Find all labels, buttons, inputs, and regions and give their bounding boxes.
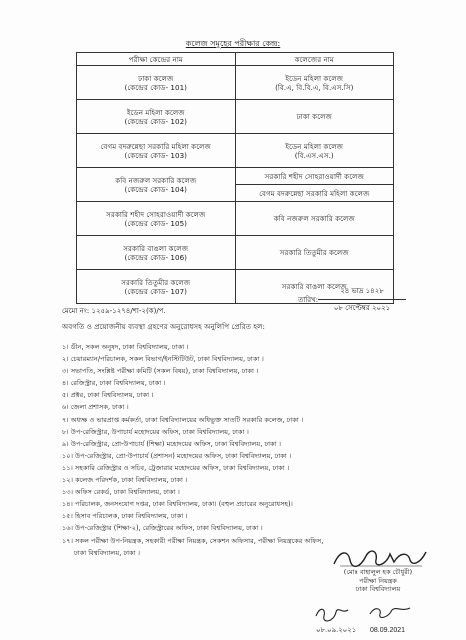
date-label: তারিখ:: [298, 296, 319, 304]
copy-intro: অবগতি ও প্রয়োজনীয় ব্যবস্থা গ্রহণের অনুরোধসহ অনুলিপি প্রেরিত হল:: [62, 322, 265, 331]
table-row: [77, 134, 394, 168]
centre-cell: সরকারি শহীদ সোহরাওয়ার্দী কলেজ (কেন্দ্রের কোড- 105): [77, 202, 236, 236]
list-item: ঢাকা বিশ্ববিদ্যালয়, ঢাকা ।: [74, 548, 141, 557]
centre-cell: সরকারি তিতুমীর কলেজ (কেন্দ্রের কোড- 107): [77, 270, 236, 304]
list-item: ১৫। হিসাব পরিচালক, ঢাকা বিশ্ববিদ্যালয়, ঢাকা ।: [62, 512, 188, 521]
college-cell: সরকারি বাঙলা কলেজ: [235, 270, 394, 304]
centre-cell: ঢাকা কলেজ (কেন্দ্রের কোড- 101): [77, 66, 236, 100]
centre-cell: ইডেন মহিলা কলেজ (কেন্দ্রের কোড- 102): [77, 100, 236, 134]
initials-date-2: 08.09.2021: [370, 627, 406, 634]
list-item: ৪। রেজিস্ট্রার, ঢাকা বিশ্ববিদ্যালয়, ঢাকা ।: [62, 379, 166, 388]
list-item: ১। ডীন, সকল অনুষদ, ঢাকা বিশ্ববিদ্যালয়, ঢাকা ।: [62, 343, 189, 351]
date-block: [318, 285, 406, 314]
table-header-row: [77, 53, 394, 66]
memo-number: মেমো নং: ১২৫৯-১২৭৪/শা-২(ক)/প.: [62, 307, 166, 315]
list-item: ১৬। উপ-রেজিস্ট্রার (শিক্ষা-২), রেজিস্ট্রারের অফিস, ঢাকা বিশ্ববিদ্যালয়, ঢাকা ।: [62, 524, 263, 533]
table-row: [77, 168, 394, 185]
table-row: [77, 100, 394, 134]
initials-scribbles: [312, 604, 422, 634]
college-cell: সরকারি তিতুমীর কলেজ: [235, 236, 394, 270]
exam-centre-table: [76, 52, 394, 304]
college-cell: ঢাকা কলেজ: [235, 100, 394, 134]
college-cell: সরকারি শহীদ সোহরাওয়ার্দী কলেজ: [235, 168, 394, 185]
date-bangla: ২৪ ভাদ্র ১৪২৮: [318, 285, 406, 300]
column-header-college: কলেজের নাম: [235, 53, 394, 66]
centre-cell: কবি নজরুল সরকারি কলেজ (কেন্দ্রের কোড- 104): [77, 168, 236, 202]
signature-block: [330, 568, 426, 594]
section-heading: কলেজ সমূহের পরীক্ষার কেন্দ্র:: [185, 39, 281, 48]
date-english: ০৮ সেপ্টেম্বর ২০২১: [333, 304, 391, 312]
list-item: ১৭। সকল পরীক্ষা উপ-নিয়ন্ত্রক, সহকারী পরীক্ষা নিয়ন্ত্রক, সেকশন অফিসার, পরীক্ষা নিয়ন্ত্রকের অফিস,: [62, 536, 324, 545]
list-item: ৩। সভাপতি, সংশ্লিষ্ট পরীক্ষা কমিটি (সকল বিষয়), ঢাকা বিশ্ববিদ্যালয়, ঢাকা ।: [62, 367, 259, 376]
centre-cell: বেগম বদরুন্নেছা সরকারি মহিলা কলেজ (কেন্দ্রের কোড- 103): [77, 134, 236, 168]
college-cell: কবি নজরুল সরকারি কলেজ: [235, 202, 394, 236]
list-item: ১৪। পরিচালক, জনসংযোগ দপ্তর, ঢাকা বিশ্ববিদ্যালয়, ঢাকা। (বহুল প্রচারের অনুরোধসহ)।: [62, 500, 293, 509]
list-item: ১৩। অফিস রেকর্ড, ঢাকা বিশ্ববিদ্যালয়, ঢাকা ।: [62, 488, 180, 497]
list-item: ১১। সহকারি রেজিস্ট্রার ও সচিব, ট্রেজারার মহোদয়ের অফিস, ঢাকা বিশ্ববিদ্যালয়, ঢাকা ।: [62, 463, 290, 472]
signatory-title: পরীক্ষা নিয়ন্ত্রক: [359, 576, 397, 585]
college-cell: বেগম বদরুন্নেছা সরকারি মহিলা কলেজ: [235, 185, 394, 202]
list-item: ২। চেয়ারম্যান/পরিচালক, সকল বিভাগ/ইনস্টিটিউট, ঢাকা বিশ্ববিদ্যালয়, ঢাকা ।: [62, 355, 264, 364]
list-item: ৭। অধ্যক্ষ ও ভারপ্রাপ্ত কর্মকর্তা, ঢাকা বিশ্ববিদ্যালয়ের অধিভুক্ত সাতটি সরকারি কলেজ, ঢাকা ।: [62, 415, 304, 424]
table-row: [77, 236, 394, 270]
list-item: ৯। উপ-রেজিস্ট্রার, প্রো-উপাচার্য (শিক্ষা) মহোদয়ের অফিস, ঢাকা বিশ্ববিদ্যালয়, ঢাকা ।: [62, 439, 282, 448]
list-item: ৮। উপ-রেজিস্ট্রার, উপাচার্য মহোদয়ের অফিস, ঢাকা বিশ্ববিদ্যালয়, ঢাকা ।: [62, 427, 249, 436]
centre-cell: সরকারি বাঙলা কলেজ (কেন্দ্রের কোড- 106): [77, 236, 236, 270]
list-item: ৫। প্রক্টর, ঢাকা বিশ্ববিদ্যালয়, ঢাকা ।: [62, 391, 154, 400]
table-row: [77, 66, 394, 100]
recipient-list: [62, 341, 452, 559]
signatory-name: (মোঃ বাহালুল হক চৌধুরী): [343, 568, 413, 576]
college-cell: ইডেন মহিলা কলেজ (বি.এস.এস.): [235, 134, 394, 168]
initials-date-1: ০৮.০৯.২০২১: [316, 627, 357, 634]
table-row: [77, 202, 394, 236]
column-header-centre: পরীক্ষা কেন্দ্রের নাম: [77, 53, 236, 66]
signatory-org: ঢাকা বিশ্ববিদ্যালয়: [355, 585, 401, 593]
list-item: ১২। কলেজ পরিদর্শক, ঢাকা বিশ্ববিদ্যালয়, ঢাকা ।: [62, 476, 188, 485]
list-item: ১০। উপ-রেজিস্ট্রার, প্রো-উপাচার্য (প্রশাসন) মহোদয়ের অফিস, ঢাকা বিশ্ববিদ্যালয়, ঢাকা ।: [62, 451, 292, 460]
list-item: ৬। জেলা প্রশাসক, ঢাকা ।: [62, 403, 129, 412]
college-cell: ইডেন মহিলা কলেজ (বি.এ, বি.বি.এ, বি.এস.সি): [235, 66, 394, 100]
